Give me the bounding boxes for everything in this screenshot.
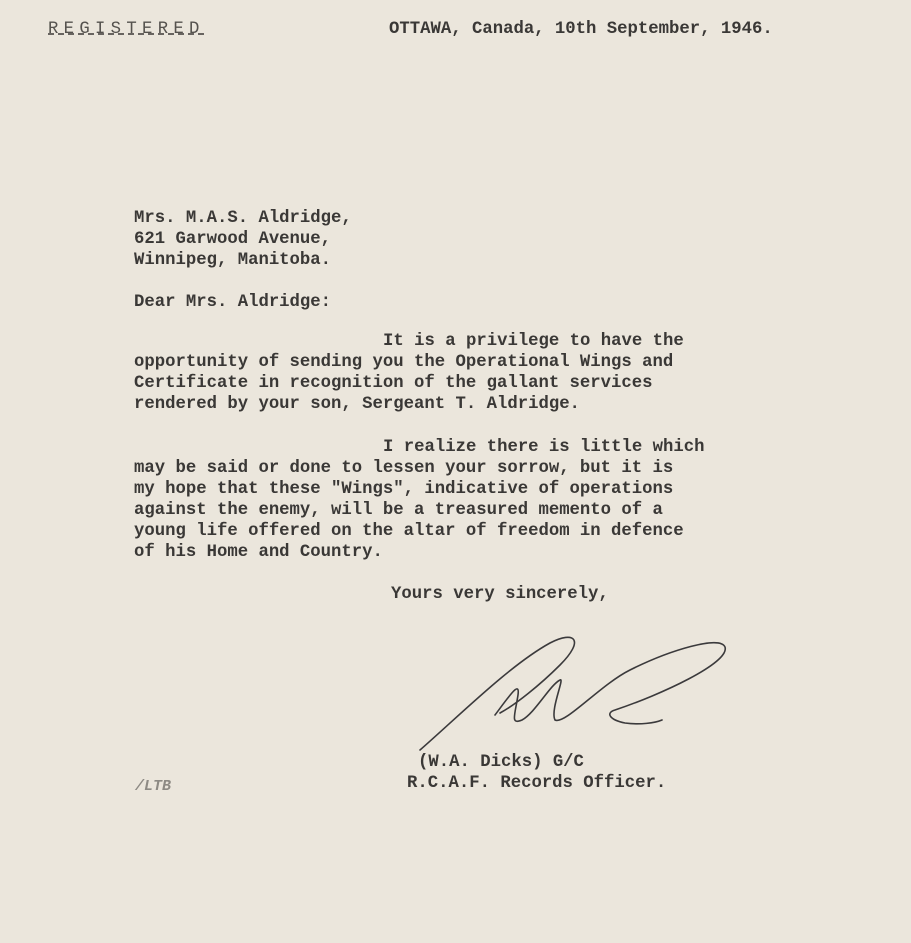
- signatory-name: (W.A. Dicks) G/C: [418, 753, 584, 772]
- body-line: young life offered on the altar of freedom in defence: [134, 522, 684, 541]
- body-line: Certificate in recognition of the gallant services: [134, 374, 653, 393]
- body-line: of his Home and Country.: [134, 543, 383, 562]
- address-line: 621 Garwood Avenue,: [134, 230, 332, 249]
- body-line: against the enemy, will be a treasured memento of a: [134, 501, 663, 520]
- registered-label: REGISTERED: [48, 20, 205, 39]
- address-line: Winnipeg, Manitoba.: [134, 251, 332, 270]
- salutation: Dear Mrs. Aldridge:: [134, 293, 332, 312]
- body-line: my hope that these "Wings", indicative of operations: [134, 480, 674, 499]
- reference-initials: /LTB: [135, 778, 172, 795]
- body-line: It is a privilege to have the: [383, 332, 684, 351]
- handwritten-signature: [400, 625, 740, 755]
- body-line: rendered by your son, Sergeant T. Aldridge.: [134, 395, 580, 414]
- body-line: I realize there is little which: [383, 438, 705, 457]
- closing: Yours very sincerely,: [391, 585, 609, 604]
- signatory-title: R.C.A.F. Records Officer.: [407, 774, 667, 793]
- place-date: OTTAWA, Canada, 10th September, 1946.: [389, 20, 773, 39]
- address-line: Mrs. M.A.S. Aldridge,: [134, 209, 352, 228]
- body-line: may be said or done to lessen your sorrow, but it is: [134, 459, 674, 478]
- body-line: opportunity of sending you the Operational Wings and: [134, 353, 674, 372]
